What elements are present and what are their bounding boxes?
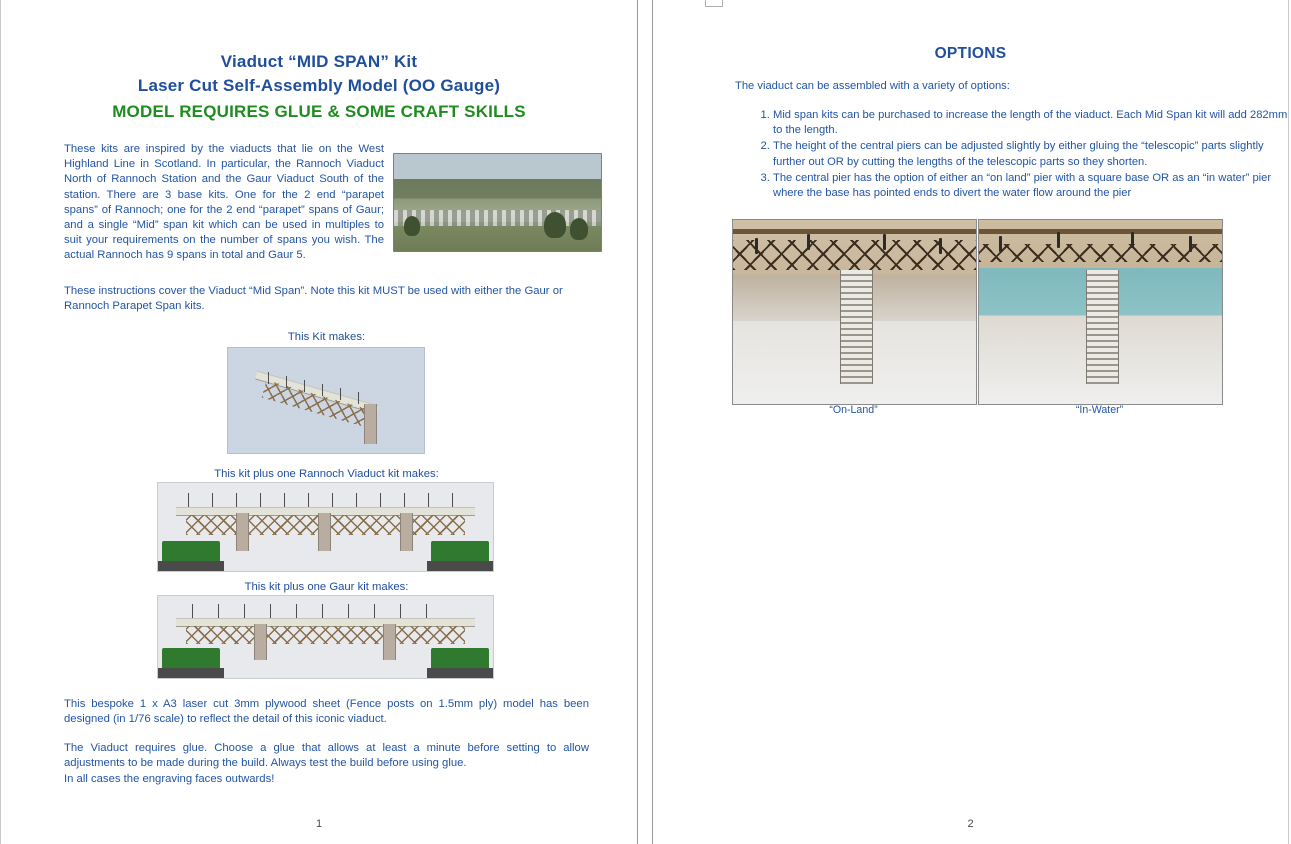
- render-fence-post: [286, 376, 287, 388]
- render-pier: [400, 513, 413, 551]
- options-list: [748, 108, 1291, 202]
- page-marker: [705, 0, 723, 7]
- photo-bolt: [755, 238, 758, 254]
- tree-shape: [570, 218, 588, 240]
- render-base: [427, 561, 493, 571]
- render-fence-post: [426, 604, 427, 618]
- photo-bolt: [807, 234, 810, 250]
- caption-rannoch-combo: This kit plus one Rannoch Viaduct kit makes:: [214, 468, 439, 480]
- render-fence-post: [260, 493, 261, 507]
- render-pier: [364, 404, 377, 444]
- list-item: 2. The height of the central piers can be adjusted slightly by either gluing the “telescopic” parts slightly further out OR by cutting the lengths of the telescopic parts so they shorten.: [773, 139, 1291, 169]
- photo-bolt: [1057, 232, 1060, 248]
- tree-shape: [404, 216, 420, 236]
- closing-paragraph-2: The Viaduct requires glue. Choose a glue that allows at least a minute before setting to allow adjustments to be made during the build. Always test the build before using glue.: [64, 741, 589, 770]
- document-page-2: [652, 0, 1289, 844]
- render-base: [158, 668, 224, 678]
- page-number-2: 2: [967, 818, 974, 830]
- render-gaur-viaduct: [157, 595, 494, 679]
- render-fence-post: [218, 604, 219, 618]
- in-water-pier-photo: [978, 219, 1223, 405]
- render-fence-post: [332, 493, 333, 507]
- render-fence-post: [452, 493, 453, 507]
- render-fence-post: [244, 604, 245, 618]
- page-gutter: [638, 0, 652, 844]
- second-paragraph: These instructions cover the Viaduct “Mid Span”. Note this kit MUST be used with either the Gaur or Rannoch Parapet Span kits.: [64, 285, 563, 313]
- render-fence-post: [404, 493, 405, 507]
- options-intro: The viaduct can be assembled with a variety of options:: [735, 80, 1010, 92]
- render-fence-post: [322, 384, 323, 396]
- render-fence-post: [400, 604, 401, 618]
- closing-paragraph-3: In all cases the engraving faces outwards!: [64, 772, 275, 785]
- render-pier: [318, 513, 331, 551]
- render-fence-post: [356, 493, 357, 507]
- rannoch-viaduct-photo: [393, 153, 602, 252]
- render-base: [158, 561, 224, 571]
- photo-truss: [979, 244, 1222, 262]
- render-pier: [254, 624, 267, 660]
- render-rannoch-viaduct: [157, 482, 494, 572]
- photo-bolt: [1189, 236, 1192, 252]
- render-fence-post: [348, 604, 349, 618]
- render-fence-post: [340, 388, 341, 400]
- render-fence-post: [308, 493, 309, 507]
- page-title: [1, 50, 637, 126]
- photo-bolt: [939, 238, 942, 254]
- title-line-2: Laser Cut Self-Assembly Model (OO Gauge): [137, 76, 501, 95]
- render-mid-span: [227, 347, 425, 454]
- list-item: 3. The central pier has the option of either an “on land” pier with a square base OR as an “in water” pier where the base has pointed ends to divert the water flow around the pier: [773, 171, 1291, 201]
- render-fence-post: [284, 493, 285, 507]
- document-page-1: [0, 0, 638, 844]
- render-fence-post: [192, 604, 193, 618]
- render-truss: [186, 626, 465, 644]
- options-heading: OPTIONS: [934, 45, 1007, 62]
- photo-bolt: [1131, 232, 1134, 248]
- on-land-pier-photo: [732, 219, 977, 405]
- photo-pier: [840, 270, 874, 384]
- render-pier: [383, 624, 396, 660]
- render-pier: [236, 513, 249, 551]
- render-fence-post: [236, 493, 237, 507]
- closing-text-block: [64, 697, 589, 787]
- render-fence-post: [322, 604, 323, 618]
- intro-paragraph: These kits are inspired by the viaducts that lie on the West Highland Line in Scotland. In particular, the Rannoch Viaduct North of Rannoch Station and the Gaur Viaduct South of the station. There are 3 base kits. One for the 2 end “parapet spans” of Rannoch; one for the 2 end “parapet” spans of Gaur; and a single “Mid” span kit which can be used in multiples to suit your requirements on the number of spans you wish. The actual Rannoch has 9 spans in total and Gaur 5.: [64, 143, 384, 262]
- render-base: [427, 668, 493, 678]
- photo-caption-on-land: “On-Land”: [829, 404, 878, 416]
- tree-shape: [544, 212, 566, 238]
- render-fence-post: [358, 392, 359, 404]
- render-fence-post: [380, 493, 381, 507]
- photo-beam: [979, 229, 1222, 234]
- render-fence-post: [270, 604, 271, 618]
- render-fence-post: [188, 493, 189, 507]
- photo-bolt: [883, 234, 886, 250]
- render-fence-post: [296, 604, 297, 618]
- photo-bolt: [999, 236, 1002, 252]
- render-fence-post: [428, 493, 429, 507]
- caption-this-kit-makes: This Kit makes:: [287, 331, 366, 343]
- title-line-1: Viaduct “MID SPAN” Kit: [220, 52, 418, 71]
- page-number-1: 1: [315, 818, 323, 830]
- photo-beam: [733, 229, 976, 234]
- list-item: 1. Mid span kits can be purchased to increase the length of the viaduct. Each Mid Span kit will add 282mm to the length.: [773, 108, 1291, 138]
- closing-paragraph-1: This bespoke 1 x A3 laser cut 3mm plywood sheet (Fence posts on 1.5mm ply) model has been designed (in 1/76 scale) to reflect the detail of this iconic viaduct.: [64, 698, 589, 726]
- photo-caption-in-water: “In-Water”: [1075, 404, 1124, 416]
- title-line-3: MODEL REQUIRES GLUE & SOME CRAFT SKILLS: [112, 102, 526, 121]
- render-fence-post: [268, 372, 269, 384]
- render-fence-post: [304, 380, 305, 392]
- caption-gaur-combo: This kit plus one Gaur kit makes:: [244, 581, 409, 593]
- photo-pier: [1086, 270, 1120, 384]
- render-fence-post: [212, 493, 213, 507]
- render-fence-post: [374, 604, 375, 618]
